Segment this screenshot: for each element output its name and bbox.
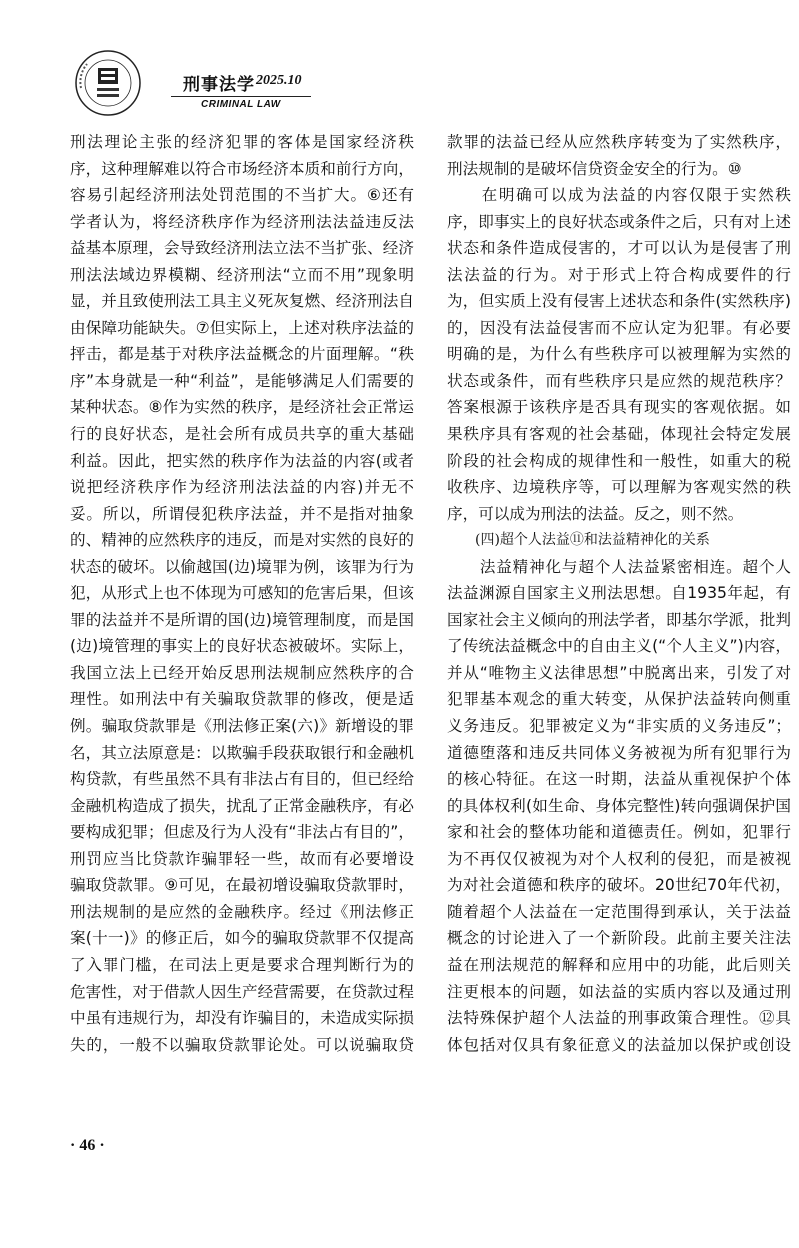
text-line: 妥。所以，所谓侵犯秩序法益，并不是指对抽象	[70, 504, 414, 523]
text-line: 明确的是，为什么有些秩序可以被理解为实然的	[447, 345, 791, 364]
text-line: 益在刑法规范的解释和应用中的功能，此后则关	[447, 955, 791, 974]
text-line: 金融机构造成了损失，扰乱了正常金融秩序，有必	[70, 796, 414, 815]
text-line: 刑法规制的是应然的金融秩序。经过《刑法修正	[70, 902, 414, 921]
text-line: 道德堕落和违反共同体义务被视为所有犯罪行为	[447, 743, 791, 762]
text-line: 在明确可以成为法益的内容仅限于实然秩	[447, 186, 791, 205]
text-line: 抨击，都是基于对秩序法益概念的片面理解。“秩	[70, 345, 414, 364]
text-line: 法益渊源自国家主义刑法思想。自1935年起，有	[447, 584, 791, 603]
text-line: 的，因没有法益侵害而不应认定为犯罪。有必要	[447, 318, 791, 337]
text-line: 收秩序、边境秩序等，可以理解为客观实然的秩	[447, 478, 791, 497]
journal-title-cn: 刑事法学	[183, 75, 255, 95]
text-line: 为，但实质上没有侵害上述状态和条件(实然秩序)	[447, 292, 791, 311]
text-line: 某种状态。⑧作为实然的秩序，是经济社会正常运	[70, 398, 414, 417]
page-number: · 46 ·	[70, 1137, 105, 1154]
text-line: 答案根源于该秩序是否具有现实的客观依据。如	[447, 398, 791, 417]
header-rule	[171, 96, 311, 97]
text-line: 要构成犯罪；但虑及行为人没有“非法占有目的”，	[70, 823, 414, 842]
university-seal-icon	[73, 48, 143, 118]
text-line: 法益精神化与超个人法益紧密相连。超个人	[447, 557, 791, 576]
text-line: 了传统法益概念中的自由主义(“个人主义”)内容，	[447, 637, 791, 656]
text-line: 并从“唯物主义法律思想”中脱离出来，引发了对	[447, 663, 791, 682]
text-line: 了入罪门槛，在司法上更是要求合理判断行为的	[70, 955, 414, 974]
section-heading: (四)超个人法益⑪和法益精神化的关系	[475, 532, 710, 549]
running-header	[73, 48, 313, 118]
text-line: 刑法规制的是破坏信贷资金安全的行为。⑩	[447, 159, 742, 178]
text-line: 刑法理论主张的经济犯罪的客体是国家经济秩	[70, 133, 414, 151]
text-line: 危害性，对于借款人因生产经营需要，在贷款过程	[70, 982, 414, 1001]
text-line: 为对社会道德和秩序的破坏。20世纪70年代初，	[447, 876, 791, 895]
text-line: 益基本原理，会导致经济刑法立法不当扩张、经济	[70, 239, 414, 258]
text-line: 随着超个人法益在一定范围得到承认，关于法益	[447, 902, 791, 921]
text-line: 国家社会主义倾向的刑法学者，即基尔学派，批判	[447, 610, 791, 629]
text-line: 显，并且致使刑法工具主义死灰复燃、经济刑法自	[70, 292, 414, 311]
text-line: (边)境管理的事实上的良好状态被破坏。实际上，	[70, 637, 414, 656]
text-line: 说把经济秩序作为经济刑法法益的内容)并无不	[70, 478, 414, 497]
text-line: 刑法法域边界模糊、经济刑法“立而不用”现象明	[70, 265, 414, 284]
text-line: 构贷款，有些虽然不具有非法占有目的，但已经给	[70, 770, 414, 789]
text-line: 我国立法上已经开始反思刑法规制应然秩序的合	[70, 663, 414, 682]
journal-title-en: CRIMINAL LAW	[201, 99, 281, 110]
text-line: 名，其立法原意是：以欺骗手段获取银行和金融机	[70, 743, 414, 762]
text-line: 概念的讨论进入了一个新阶段。此前主要关注法	[447, 929, 791, 948]
text-line: 行的良好状态，是社会所有成员共享的重大基础	[70, 425, 414, 444]
text-line: 骗取贷款罪。⑨可见，在最初增设骗取贷款罪时，	[70, 876, 414, 895]
text-line: 状态和条件造成侵害的，才可以认为是侵害了刑	[447, 239, 791, 258]
right-text-column	[447, 129, 791, 1058]
text-line: 法特殊保护超个人法益的刑事政策合理性。⑫具	[447, 1009, 791, 1028]
text-line: 的核心特征。在这一时期，法益从重视保护个体	[447, 770, 791, 789]
text-line: 刑罚应当比贷款诈骗罪轻一些，故而有必要增设	[70, 849, 414, 868]
text-line: 序，即事实上的良好状态或条件之后，只有对上述	[447, 212, 791, 231]
text-line: 学者认为，将经济秩序作为经济刑法法益违反法	[70, 212, 414, 231]
text-line: 由保障功能缺失。⑦但实际上，上述对秩序法益的	[70, 318, 414, 337]
text-line: 家和社会的整体功能和道德责任。例如，犯罪行	[447, 823, 791, 842]
text-line: 法法益的行为。对于形式上符合构成要件的行	[447, 265, 791, 284]
text-line: 果秩序具有客观的社会基础，体现社会特定发展	[447, 425, 791, 444]
text-line: 的、精神的应然秩序的违反，而是对实然的良好的	[70, 531, 414, 550]
text-line: 案(十一)》的修正后，如今的骗取贷款罪不仅提高	[70, 929, 414, 948]
text-line: 序，这种理解难以符合市场经济本质和前行方向，	[70, 159, 414, 178]
text-line: 为不再仅仅被视为对个人权利的侵犯，而是被视	[447, 849, 791, 868]
left-text-column	[70, 129, 414, 1058]
text-line: 例。骗取贷款罪是《刑法修正案(六)》新增设的罪	[70, 717, 414, 736]
text-line: 体包括对仅具有象征意义的法益加以保护或创设	[447, 1035, 791, 1054]
text-line: 序”本身就是一种“利益”，是能够满足人们需要的	[70, 371, 414, 390]
text-line: 中虽有违规行为，却没有诈骗目的，未造成实际损	[70, 1009, 414, 1028]
text-line: 失的，一般不以骗取贷款罪论处。可以说骗取贷	[70, 1035, 414, 1054]
text-line: 的具体权利(如生命、身体完整性)转向强调保护国	[447, 796, 791, 815]
text-line: 容易引起经济刑法处罚范围的不当扩大。⑥还有	[70, 186, 414, 205]
text-line: 理性。如刑法中有关骗取贷款罪的修改，便是适	[70, 690, 414, 709]
journal-issue: 2025.10	[256, 73, 302, 88]
text-line: 罪的法益并不是所谓的国(边)境管理制度，而是国	[70, 610, 414, 629]
text-line: 序，可以成为刑法的法益。反之，则不然。	[447, 504, 744, 523]
text-line: 利益。因此，把实然的秩序作为法益的内容(或者	[70, 451, 414, 470]
text-line: 状态或条件，而有些秩序只是应然的规范秩序？	[447, 371, 791, 390]
text-line: 犯，从形式上也不体现为可感知的危害后果，但该	[70, 584, 414, 603]
text-line: 状态的破坏。以偷越国(边)境罪为例，该罪为行为	[70, 557, 414, 576]
text-line: 注更根本的问题，如法益的实质内容以及通过刑	[447, 982, 791, 1001]
text-line: 义务违反。犯罪被定义为“非实质的义务违反”；	[447, 717, 791, 736]
text-line: 款罪的法益已经从应然秩序转变为了实然秩序，	[447, 133, 791, 151]
text-line: 阶段的社会构成的规律性和一般性，如重大的税	[447, 451, 791, 470]
text-line: 犯罪基本观念的重大转变，从保护法益转向侧重	[447, 690, 791, 709]
